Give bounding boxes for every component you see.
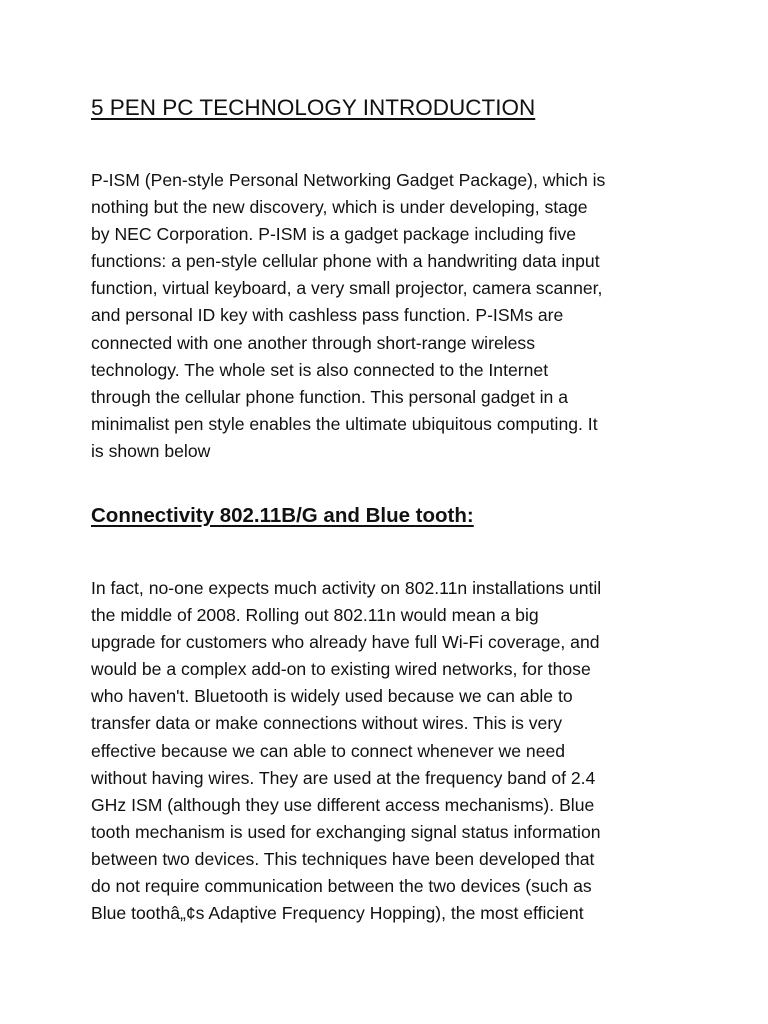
paragraph-line: connected with one another through short-range wireless [91,332,536,353]
connectivity-paragraph [91,575,601,927]
paragraph-line: through the cellular phone function. This personal gadget in a [91,386,568,407]
paragraph-line: function, virtual keyboard, a very small projector, camera scanner, [91,278,603,299]
intro-paragraph [91,167,605,465]
section-heading: Connectivity 802.11B/G and Blue tooth: [91,504,474,527]
paragraph-line: GHz ISM (although they use different access mechanisms). Blue [91,794,595,815]
paragraph-line: who haven't. Bluetooth is widely used because we can able to [91,686,573,707]
paragraph-line: would be a complex add-on to existing wired networks, for those [91,659,591,680]
page-title: 5 PEN PC TECHNOLOGY INTRODUCTION [91,95,536,120]
paragraph-line: do not require communication between the two devices (such as [91,876,592,897]
paragraph-line: upgrade for customers who already have full Wi-Fi coverage, and [91,632,600,653]
paragraph-line: minimalist pen style enables the ultimate ubiquitous computing. It [91,413,598,434]
paragraph-line: nothing but the new discovery, which is under developing, stage [91,197,588,218]
paragraph-line: P-ISM (Pen-style Personal Networking Gadget Package), which is [91,170,606,190]
paragraph-line: and personal ID key with cashless pass function. P-ISMs are [91,305,564,326]
paragraph-line: is shown below [91,440,211,461]
paragraph-line: without having wires. They are used at the frequency band of 2.4 [91,767,596,788]
paragraph-line: technology. The whole set is also connected to the Internet [91,359,549,380]
paragraph-line: the middle of 2008. Rolling out 802.11n would mean a big [91,605,539,626]
paragraph-line: by NEC Corporation. P-ISM is a gadget package including five [91,224,577,245]
paragraph-line: functions: a pen-style cellular phone with a handwriting data input [91,251,600,272]
paragraph-line: Blue toothâ„¢s Adaptive Frequency Hopping), the most efficient [91,903,584,924]
paragraph-line: between two devices. This techniques have been developed that [91,848,595,869]
paragraph-line: effective because we can able to connect whenever we need [91,740,566,761]
paragraph-line: transfer data or make connections without wires. This is very [91,713,562,734]
paragraph-line: In fact, no-one expects much activity on 802.11n installations until [91,578,602,598]
paragraph-line: tooth mechanism is used for exchanging signal status information [91,821,601,842]
